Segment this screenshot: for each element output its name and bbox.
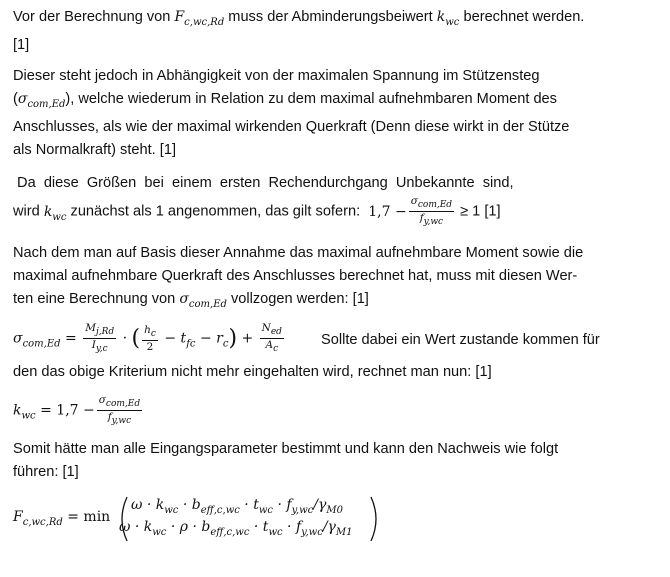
paragraph-intro: Vor der Berechnung von $F_{c,wc,Rd}$ muss der Abminderungsbeiwert $k_{wc}$ berechnet werden. [1]	[13, 9, 585, 53]
paragraph-dependency: Dieser steht jedoch in Abhängigkeit von der maximalen Spannung im Stützensteg $(\sigma_{com,Ed})$, welche wiederum in Relation zu dem maximal aufnehmbaren Moment des Anschlusses, als wie der maximal wirkenden Querkraft (Denn diese wirkt in der Stütze als Normalkraft) steht. [1]	[13, 68, 570, 158]
paragraph-assumption: Da diese Größen bei einem ersten Rechendurchgang Unbekannte sind, wird $k_{wc}$ zunächst als 1 angenommen, das gilt sofern: 1,7 − $\frac{\text{σcom,Ed}}{fy,wc}$ ≥ 1 [1]	[13, 175, 514, 227]
min-row-1: $\omega \cdot k_{wc} \cdot b_{eff,c,wc} \cdot t_{wc} \cdot f_{y,wc}/\gamma_{M0}$	[131, 497, 343, 516]
symbol-k: $k_{wc}$	[436, 9, 460, 28]
citation: [1]	[13, 37, 30, 53]
min-row-2: $\omega \cdot k_{wc} \cdot \rho \cdot b_{eff,c,wc} \cdot t_{wc} \cdot f_{y,wc}/\gamma_{M1}$	[119, 519, 353, 538]
equation-sigma: $\sigma_{com,Ed}$ = $\frac{Mj,Rd}{Iy,c}$ · ( $\frac{hc}{2}$ − $t_{fc} - r_c$) + $\frac{\text{Ned}}{Ac}$	[13, 322, 282, 354]
equation-kwc: $k_{wc} = 1,7$ − $\frac{\text{σcom,Ed}}{fy,wc}$	[13, 394, 141, 426]
paragraph-conclusion: Somit hätte man alle Eingangsparameter bestimmt und kann den Nachweis wie folgt führen: [1]	[13, 441, 559, 480]
equation-resistance: $F_{c,wc,Rd} = \min$ $\omega \cdot k_{wc} \cdot b_{eff,c,wc} \cdot t_{wc} \cdot f_{y,wc}/\gamma_{M0}$ $\omega \cdot k_{wc} \cdot \rho \cdot b_{eff,c,wc} \cdot t_{wc} \cdot f_{y,wc}/\gamma_{M1}$	[13, 495, 413, 545]
paragraph-calculation: Nach dem man auf Basis dieser Annahme das maximal aufnehmbare Moment sowie die maximal aufnehmbare Querkraft des Anschlusses berechnet hat, muss mit diesen Wer- ten eine Berechnung von $\sigma_{com,Ed}$ vollzogen werden: [1]	[13, 245, 584, 310]
symbol-F: $F_{c,wc,Rd}$	[174, 9, 225, 28]
right-paren	[369, 495, 383, 543]
equation-side-text: Sollte dabei ein Wert zustande kommen für	[321, 332, 600, 348]
criterion-formula: 1,7 − $\frac{\text{σcom,Ed}}{fy,wc}$	[368, 195, 453, 227]
paragraph-recalc: den das obige Kriterium nicht mehr eingehalten wird, rechnet man nun: [1]	[13, 364, 492, 380]
